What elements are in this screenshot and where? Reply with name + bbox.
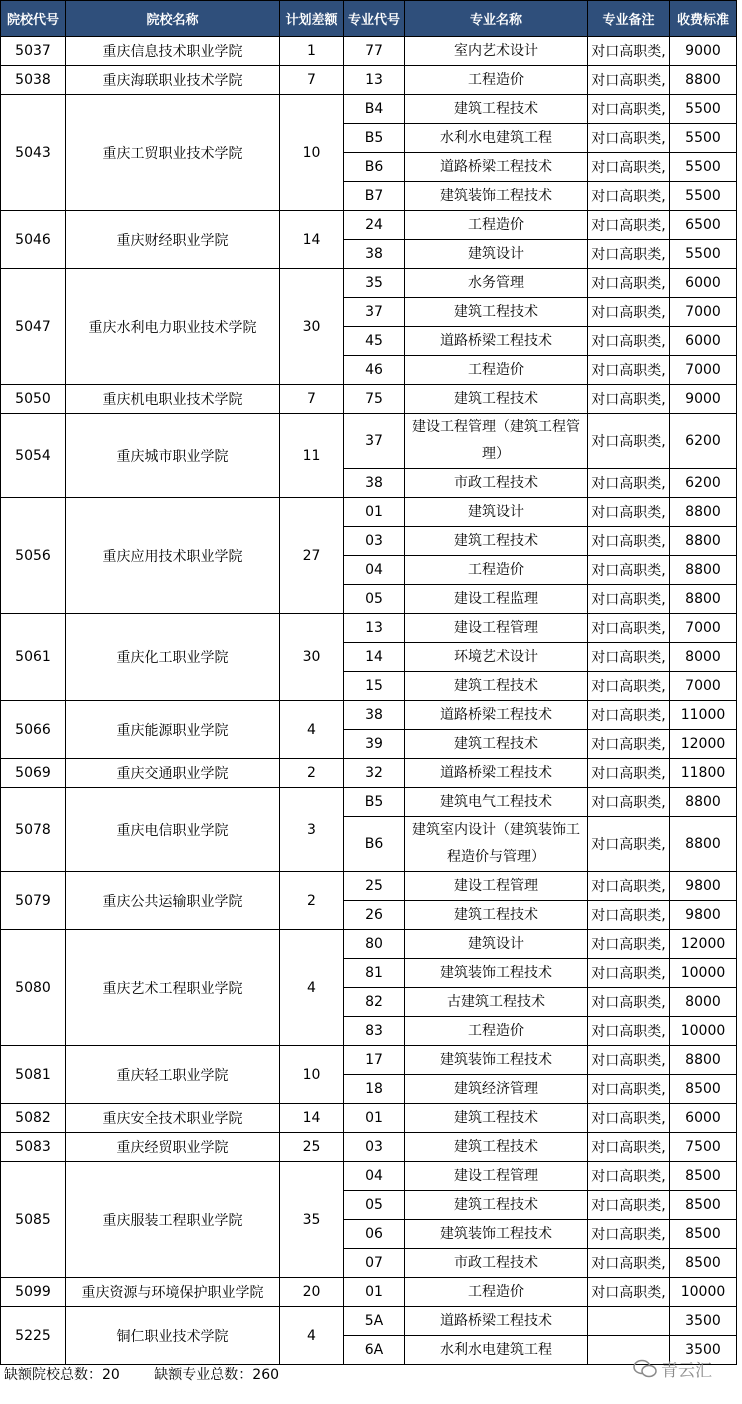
major-code: 37 (344, 414, 405, 469)
school-name: 重庆轻工职业学院 (66, 1046, 280, 1104)
school-name: 重庆财经职业学院 (66, 211, 280, 269)
school-code: 5080 (1, 930, 66, 1046)
school-code: 5061 (1, 614, 66, 701)
fee: 9800 (670, 872, 737, 901)
major-name: 室内艺术设计 (405, 37, 588, 66)
plan-gap: 4 (280, 701, 344, 759)
major-name: 工程造价 (405, 211, 588, 240)
plan-gap: 30 (280, 614, 344, 701)
fee: 8800 (670, 1046, 737, 1075)
fee: 8800 (670, 527, 737, 556)
major-note: 对口高职类, (588, 1220, 670, 1249)
school-name: 重庆公共运输职业学院 (66, 872, 280, 930)
major-code: 82 (344, 988, 405, 1017)
fee: 8500 (670, 1249, 737, 1278)
major-code: 39 (344, 730, 405, 759)
fee: 10000 (670, 1017, 737, 1046)
major-note: 对口高职类, (588, 153, 670, 182)
major-name: 建筑工程技术 (405, 730, 588, 759)
plan-gap: 7 (280, 66, 344, 95)
watermark-brand: 青云汇 (661, 1361, 712, 1381)
major-code: 32 (344, 759, 405, 788)
major-code: 6A (344, 1336, 405, 1365)
plan-gap: 27 (280, 498, 344, 614)
plan-gap: 20 (280, 1278, 344, 1307)
school-name: 重庆交通职业学院 (66, 759, 280, 788)
fee: 7000 (670, 298, 737, 327)
table-row (1, 1307, 737, 1336)
school-code: 5082 (1, 1104, 66, 1133)
major-note: 对口高职类, (588, 240, 670, 269)
major-name: 道路桥梁工程技术 (405, 759, 588, 788)
fee: 8500 (670, 1075, 737, 1104)
major-name: 建筑工程技术 (405, 298, 588, 327)
major-code: 38 (344, 240, 405, 269)
major-note: 对口高职类, (588, 327, 670, 356)
table-row (1, 1104, 737, 1133)
table-row (1, 385, 737, 414)
major-code: 75 (344, 385, 405, 414)
major-code: B7 (344, 182, 405, 211)
schools-total: 缺额院校总数：20 (4, 1367, 120, 1383)
table-row (1, 1278, 737, 1307)
school-code: 5083 (1, 1133, 66, 1162)
major-name: 建筑经济管理 (405, 1075, 588, 1104)
major-code: 77 (344, 37, 405, 66)
plan-gap: 2 (280, 872, 344, 930)
fee: 9800 (670, 901, 737, 930)
major-name: 建设工程管理 (405, 872, 588, 901)
school-name: 重庆应用技术职业学院 (66, 498, 280, 614)
major-name: 市政工程技术 (405, 1249, 588, 1278)
major-note: 对口高职类, (588, 1017, 670, 1046)
fee: 5500 (670, 124, 737, 153)
major-name: 建筑工程技术 (405, 527, 588, 556)
fee: 12000 (670, 730, 737, 759)
major-name: 建筑装饰工程技术 (405, 1220, 588, 1249)
fee: 8800 (670, 788, 737, 817)
major-note: 对口高职类, (588, 872, 670, 901)
major-name: 建筑设计 (405, 930, 588, 959)
fee: 11000 (670, 701, 737, 730)
major-code: 05 (344, 585, 405, 614)
major-note: 对口高职类, (588, 1249, 670, 1278)
school-code: 5038 (1, 66, 66, 95)
major-code: 35 (344, 269, 405, 298)
major-note: 对口高职类, (588, 356, 670, 385)
table-header-row (1, 1, 737, 37)
major-name: 道路桥梁工程技术 (405, 1307, 588, 1336)
major-note: 对口高职类, (588, 1133, 670, 1162)
school-code: 5081 (1, 1046, 66, 1104)
major-name: 建筑工程技术 (405, 1133, 588, 1162)
major-note: 对口高职类, (588, 498, 670, 527)
major-note: 对口高职类, (588, 1191, 670, 1220)
major-name: 建筑设计 (405, 498, 588, 527)
school-name: 重庆机电职业技术学院 (66, 385, 280, 414)
table-row (1, 37, 737, 66)
table-row (1, 1162, 737, 1191)
fee: 7000 (670, 614, 737, 643)
major-code: 05 (344, 1191, 405, 1220)
major-code: 5A (344, 1307, 405, 1336)
major-code: 83 (344, 1017, 405, 1046)
major-name: 建设工程管理 (405, 1162, 588, 1191)
school-name: 重庆艺术工程职业学院 (66, 930, 280, 1046)
school-code: 5079 (1, 872, 66, 930)
school-name: 重庆安全技术职业学院 (66, 1104, 280, 1133)
fee: 5500 (670, 95, 737, 124)
header-major-note: 专业备注 (588, 1, 670, 37)
major-note: 对口高职类, (588, 298, 670, 327)
fee: 11800 (670, 759, 737, 788)
major-name: 工程造价 (405, 66, 588, 95)
plan-gap: 1 (280, 37, 344, 66)
fee: 6000 (670, 269, 737, 298)
fee: 7500 (670, 1133, 737, 1162)
school-code: 5050 (1, 385, 66, 414)
major-code: 04 (344, 556, 405, 585)
plan-gap: 10 (280, 95, 344, 211)
fee: 8000 (670, 643, 737, 672)
plan-gap: 35 (280, 1162, 344, 1278)
school-code: 5054 (1, 414, 66, 498)
plan-gap: 10 (280, 1046, 344, 1104)
major-note: 对口高职类, (588, 643, 670, 672)
school-code: 5085 (1, 1162, 66, 1278)
fee: 9000 (670, 37, 737, 66)
major-code: 45 (344, 327, 405, 356)
school-name: 重庆水利电力职业技术学院 (66, 269, 280, 385)
fee: 6200 (670, 469, 737, 498)
major-note: 对口高职类, (588, 1075, 670, 1104)
major-code: B5 (344, 124, 405, 153)
fee: 10000 (670, 959, 737, 988)
plan-gap: 14 (280, 211, 344, 269)
major-name: 道路桥梁工程技术 (405, 153, 588, 182)
major-code: 26 (344, 901, 405, 930)
major-name: 建筑设计 (405, 240, 588, 269)
major-name: 建筑工程技术 (405, 901, 588, 930)
fee: 3500 (670, 1336, 737, 1365)
plan-gap: 3 (280, 788, 344, 872)
major-code: 03 (344, 527, 405, 556)
major-code: 81 (344, 959, 405, 988)
major-code: 01 (344, 1104, 405, 1133)
watermark (633, 1356, 712, 1381)
major-note: 对口高职类, (588, 37, 670, 66)
major-name: 环境艺术设计 (405, 643, 588, 672)
school-name: 重庆信息技术职业学院 (66, 37, 280, 66)
major-note: 对口高职类, (588, 66, 670, 95)
fee: 10000 (670, 1278, 737, 1307)
table-row (1, 95, 737, 124)
school-code: 5069 (1, 759, 66, 788)
plan-gap: 7 (280, 385, 344, 414)
header-major-name: 专业名称 (405, 1, 588, 37)
major-code: 38 (344, 701, 405, 730)
fee: 5500 (670, 153, 737, 182)
school-code: 5099 (1, 1278, 66, 1307)
school-name: 重庆工贸职业技术学院 (66, 95, 280, 211)
table-row (1, 1046, 737, 1075)
school-name: 重庆能源职业学院 (66, 701, 280, 759)
major-note: 对口高职类, (588, 124, 670, 153)
school-code: 5047 (1, 269, 66, 385)
table-row (1, 614, 737, 643)
major-name: 水利水电建筑工程 (405, 124, 588, 153)
major-code: 01 (344, 1278, 405, 1307)
major-code: 37 (344, 298, 405, 327)
school-code: 5066 (1, 701, 66, 759)
plan-gap: 11 (280, 414, 344, 498)
major-note: 对口高职类, (588, 469, 670, 498)
plan-gap: 4 (280, 1307, 344, 1365)
major-note: 对口高职类, (588, 556, 670, 585)
major-note: 对口高职类, (588, 585, 670, 614)
fee: 9000 (670, 385, 737, 414)
school-name: 铜仁职业技术学院 (66, 1307, 280, 1365)
header-plan-gap: 计划差额 (280, 1, 344, 37)
table-row (1, 498, 737, 527)
major-code: B6 (344, 817, 405, 872)
major-name: 建筑装饰工程技术 (405, 1046, 588, 1075)
major-name: 建筑电气工程技术 (405, 788, 588, 817)
school-code: 5056 (1, 498, 66, 614)
major-name: 建筑工程技术 (405, 1104, 588, 1133)
major-code: 17 (344, 1046, 405, 1075)
fee: 7000 (670, 356, 737, 385)
major-note: 对口高职类, (588, 701, 670, 730)
major-note: 对口高职类, (588, 182, 670, 211)
table-body (1, 37, 737, 1365)
fee: 8000 (670, 988, 737, 1017)
major-code: 03 (344, 1133, 405, 1162)
table-row (1, 414, 737, 469)
major-note: 对口高职类, (588, 959, 670, 988)
fee: 8500 (670, 1220, 737, 1249)
table-row (1, 759, 737, 788)
school-name: 重庆海联职业技术学院 (66, 66, 280, 95)
plan-gap: 14 (280, 1104, 344, 1133)
major-code: B5 (344, 788, 405, 817)
school-name: 重庆资源与环境保护职业学院 (66, 1278, 280, 1307)
table-row (1, 211, 737, 240)
major-note: 对口高职类, (588, 414, 670, 469)
major-note: 对口高职类, (588, 817, 670, 872)
major-note: 对口高职类, (588, 788, 670, 817)
plan-gap: 30 (280, 269, 344, 385)
plan-gap: 25 (280, 1133, 344, 1162)
major-code: 18 (344, 1075, 405, 1104)
major-code: B4 (344, 95, 405, 124)
major-note: 对口高职类, (588, 730, 670, 759)
majors-total: 缺额专业总数：260 (154, 1367, 280, 1383)
table-row (1, 788, 737, 817)
major-name: 道路桥梁工程技术 (405, 701, 588, 730)
major-name: 水利水电建筑工程 (405, 1336, 588, 1365)
major-name: 建筑工程技术 (405, 95, 588, 124)
major-note: 对口高职类, (588, 759, 670, 788)
fee: 6000 (670, 327, 737, 356)
header-major-code: 专业代号 (344, 1, 405, 37)
fee: 12000 (670, 930, 737, 959)
table-row (1, 872, 737, 901)
major-note: 对口高职类, (588, 1162, 670, 1191)
plan-gap: 4 (280, 930, 344, 1046)
major-name: 工程造价 (405, 556, 588, 585)
major-code: 01 (344, 498, 405, 527)
table-row (1, 269, 737, 298)
major-name: 古建筑工程技术 (405, 988, 588, 1017)
major-code: 06 (344, 1220, 405, 1249)
major-note (588, 1307, 670, 1336)
header-school-code: 院校代号 (1, 1, 66, 37)
fee: 8800 (670, 556, 737, 585)
school-code: 5046 (1, 211, 66, 269)
major-name: 建筑工程技术 (405, 385, 588, 414)
major-note: 对口高职类, (588, 1046, 670, 1075)
plan-gap: 2 (280, 759, 344, 788)
school-code: 5078 (1, 788, 66, 872)
table-row (1, 1133, 737, 1162)
major-name: 市政工程技术 (405, 469, 588, 498)
major-code: 13 (344, 614, 405, 643)
fee: 8500 (670, 1191, 737, 1220)
fee: 6500 (670, 211, 737, 240)
major-code: 13 (344, 66, 405, 95)
major-name: 建设工程监理 (405, 585, 588, 614)
major-note: 对口高职类, (588, 930, 670, 959)
major-code: B6 (344, 153, 405, 182)
major-note: 对口高职类, (588, 988, 670, 1017)
fee: 7000 (670, 672, 737, 701)
major-note: 对口高职类, (588, 1104, 670, 1133)
school-name: 重庆经贸职业学院 (66, 1133, 280, 1162)
major-name: 工程造价 (405, 356, 588, 385)
fee: 3500 (670, 1307, 737, 1336)
major-code: 24 (344, 211, 405, 240)
major-name: 建设工程管理 (405, 614, 588, 643)
major-code: 46 (344, 356, 405, 385)
major-note: 对口高职类, (588, 614, 670, 643)
school-code: 5225 (1, 1307, 66, 1365)
school-name: 重庆化工职业学院 (66, 614, 280, 701)
fee: 8800 (670, 66, 737, 95)
fee: 8800 (670, 817, 737, 872)
fee: 8800 (670, 585, 737, 614)
header-school-name: 院校名称 (66, 1, 280, 37)
major-code: 07 (344, 1249, 405, 1278)
wechat-icon (633, 1359, 657, 1379)
major-code: 25 (344, 872, 405, 901)
major-name: 建筑装饰工程技术 (405, 959, 588, 988)
fee: 8500 (670, 1162, 737, 1191)
major-name: 建设工程管理（建筑工程管理） (405, 414, 588, 469)
major-note: 对口高职类, (588, 672, 670, 701)
major-code: 15 (344, 672, 405, 701)
fee: 5500 (670, 240, 737, 269)
major-code: 14 (344, 643, 405, 672)
major-code: 04 (344, 1162, 405, 1191)
fee: 5500 (670, 182, 737, 211)
major-name: 道路桥梁工程技术 (405, 327, 588, 356)
major-name: 水务管理 (405, 269, 588, 298)
school-code: 5043 (1, 95, 66, 211)
summary-footer (4, 1364, 309, 1384)
major-name: 建筑装饰工程技术 (405, 182, 588, 211)
major-name: 建筑工程技术 (405, 672, 588, 701)
major-note: 对口高职类, (588, 1278, 670, 1307)
table-row (1, 930, 737, 959)
table-row (1, 701, 737, 730)
major-name: 建筑室内设计（建筑装饰工程造价与管理） (405, 817, 588, 872)
major-note: 对口高职类, (588, 211, 670, 240)
table-row (1, 66, 737, 95)
school-code: 5037 (1, 37, 66, 66)
school-name: 重庆城市职业学院 (66, 414, 280, 498)
major-note: 对口高职类, (588, 527, 670, 556)
major-note: 对口高职类, (588, 901, 670, 930)
school-name: 重庆服装工程职业学院 (66, 1162, 280, 1278)
fee: 6000 (670, 1104, 737, 1133)
major-name: 工程造价 (405, 1278, 588, 1307)
major-name: 建筑工程技术 (405, 1191, 588, 1220)
major-note: 对口高职类, (588, 385, 670, 414)
major-name: 工程造价 (405, 1017, 588, 1046)
fee: 8800 (670, 498, 737, 527)
major-note: 对口高职类, (588, 269, 670, 298)
major-code: 38 (344, 469, 405, 498)
major-note: 对口高职类, (588, 95, 670, 124)
major-code: 80 (344, 930, 405, 959)
school-name: 重庆电信职业学院 (66, 788, 280, 872)
fee: 6200 (670, 414, 737, 469)
header-fee: 收费标准 (670, 1, 737, 37)
